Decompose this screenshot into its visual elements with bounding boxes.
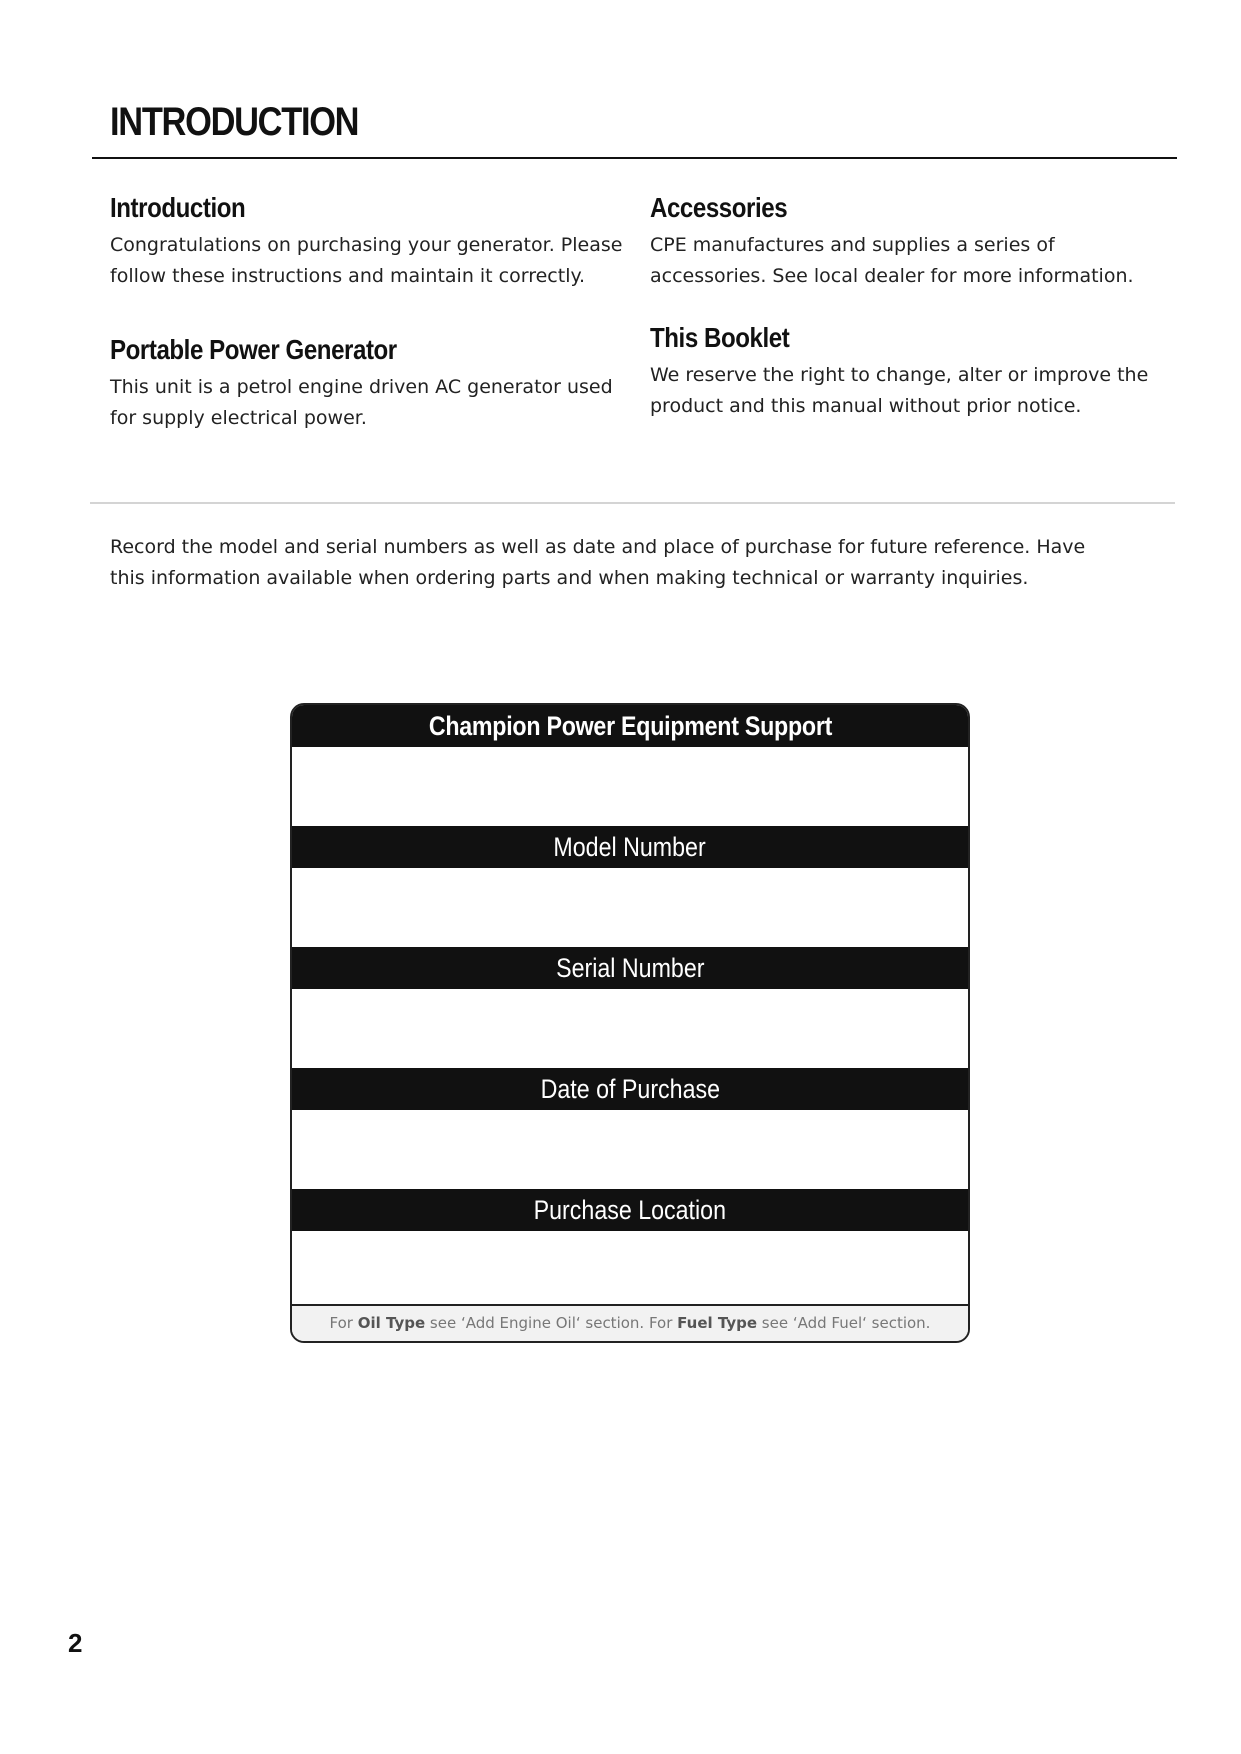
serial-number-label (292, 947, 968, 989)
purchase-location-label-text: Purchase Location (533, 1195, 727, 1225)
section-divider (90, 502, 1175, 504)
heading-rule (92, 157, 1177, 159)
page-number: 2 (68, 1628, 83, 1658)
record-instructions: Record the model and serial numbers as well as date and place of purchase for future reference. Have this information available when ordering parts and when making technical or warranty inquiries. (110, 536, 1086, 589)
support-card-title (292, 705, 968, 747)
date-of-purchase-field[interactable] (292, 1110, 968, 1189)
section-title: Portable Power Generator (110, 334, 397, 365)
support-card-title-text: Champion Power Equipment Support (428, 711, 832, 741)
section-body: This unit is a petrol engine driven AC generator used for supply electrical power. (110, 376, 613, 429)
model-number-field[interactable] (292, 868, 968, 947)
support-card-footer (292, 1304, 968, 1341)
section-portable-power-generator (110, 334, 630, 434)
section-title: Accessories (650, 192, 788, 223)
purchase-location-field[interactable] (292, 1231, 968, 1310)
model-number-label (292, 826, 968, 868)
model-number-label-text: Model Number (553, 832, 707, 862)
section-accessories (650, 192, 1170, 292)
section-body: We reserve the right to change, alter or improve the product and this manual without prior notice. (650, 364, 1149, 417)
section-title: This Booklet (650, 322, 790, 353)
support-info-field[interactable] (292, 747, 968, 826)
section-this-booklet (650, 322, 1170, 422)
page-heading: INTRODUCTION (110, 100, 359, 144)
section-body: CPE manufactures and supplies a series of accessories. See local dealer for more information. (650, 234, 1134, 287)
serial-number-field[interactable] (292, 989, 968, 1068)
serial-number-label-text: Serial Number (555, 953, 705, 983)
support-card (290, 703, 970, 1343)
footer-fuel-text: see ‘Add Fuel‘ section. (757, 1314, 931, 1332)
date-of-purchase-label (292, 1068, 968, 1110)
date-of-purchase-label-text: Date of Purchase (540, 1074, 720, 1104)
purchase-location-label (292, 1189, 968, 1231)
section-body: Congratulations on purchasing your generator. Please follow these instructions and maintain it correctly. (110, 234, 623, 287)
footer-oil-type: Oil Type (357, 1314, 426, 1332)
section-introduction (110, 192, 630, 292)
footer-fuel-type: Fuel Type (677, 1314, 758, 1332)
footer-oil-text: see ‘Add Engine Oil‘ section. For (425, 1314, 678, 1332)
footer-prefix: For (329, 1314, 358, 1332)
section-title: Introduction (110, 192, 246, 223)
